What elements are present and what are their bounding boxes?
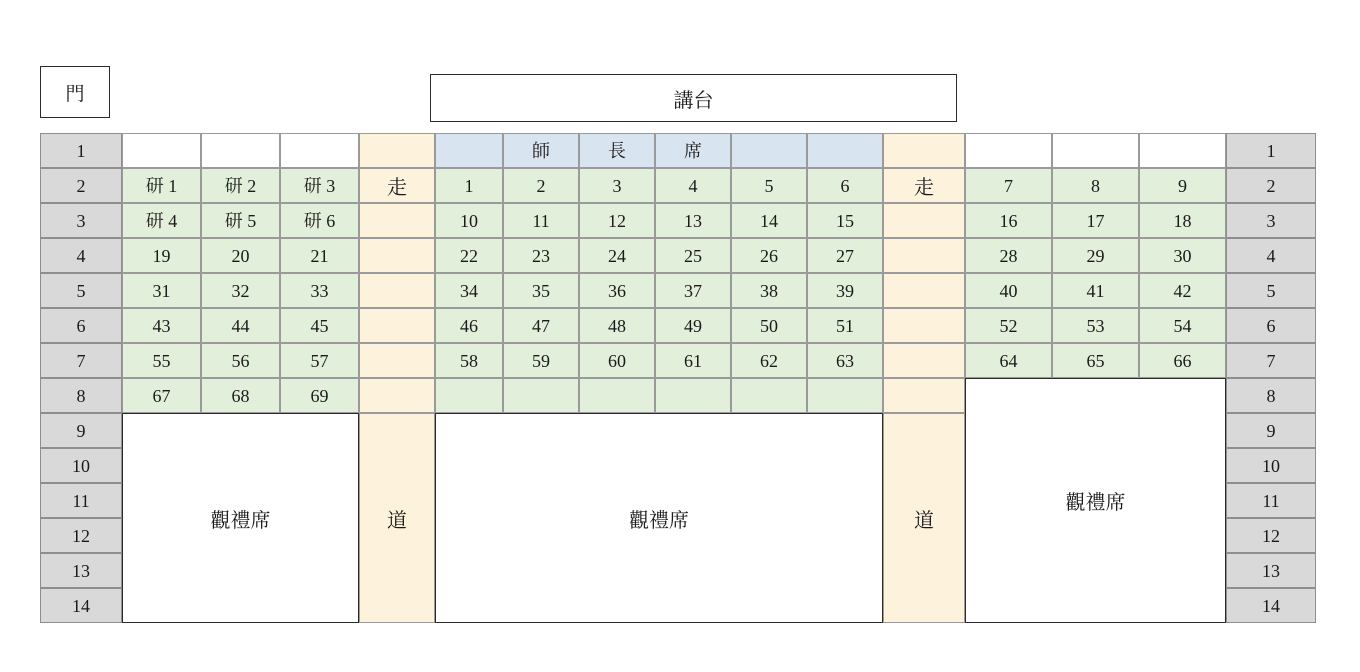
center-seat-cell: 36 — [579, 273, 655, 308]
center-seat-cell: 5 — [731, 168, 807, 203]
row-number-left: 3 — [40, 203, 122, 238]
left-seat-cell: 68 — [201, 378, 280, 413]
center-seat-cell: 4 — [655, 168, 731, 203]
center-seat-cell: 席 — [655, 133, 731, 168]
center-seat-cell: 46 — [435, 308, 503, 343]
left-seat-cell: 32 — [201, 273, 280, 308]
center-seat-cell — [503, 378, 579, 413]
door-label-box — [40, 66, 110, 118]
row-number-left: 13 — [40, 553, 122, 588]
left-seat-cell: 33 — [280, 273, 359, 308]
center-seat-cell — [807, 133, 883, 168]
aisle-right-char: 道 — [914, 509, 934, 532]
row-number-left: 1 — [40, 133, 122, 168]
guest-area-right-label: 觀禮席 — [1065, 492, 1126, 514]
right-seat-cell: 29 — [1052, 238, 1139, 273]
aisle-right-cell — [883, 133, 965, 168]
right-seat-cell: 18 — [1139, 203, 1226, 238]
row-number-right: 3 — [1226, 203, 1316, 238]
row-number-right: 8 — [1226, 378, 1316, 413]
right-seat-cell: 16 — [965, 203, 1052, 238]
aisle-right-lower — [883, 413, 965, 623]
center-seat-cell: 14 — [731, 203, 807, 238]
right-seat-cell: 41 — [1052, 273, 1139, 308]
row-number-left: 5 — [40, 273, 122, 308]
aisle-left-cell — [359, 273, 435, 308]
center-seat-cell: 51 — [807, 308, 883, 343]
guest-area-right — [965, 378, 1226, 623]
row-number-left: 12 — [40, 518, 122, 553]
left-seat-cell: 69 — [280, 378, 359, 413]
guest-area-left — [122, 413, 359, 623]
aisle-left-lower — [359, 413, 435, 623]
left-seat-cell: 研 3 — [280, 168, 359, 203]
aisle-left-char: 道 — [387, 509, 407, 532]
right-seat-cell: 7 — [965, 168, 1052, 203]
row-number-right: 12 — [1226, 518, 1316, 553]
center-seat-cell: 38 — [731, 273, 807, 308]
row-number-left: 4 — [40, 238, 122, 273]
row-number-left: 6 — [40, 308, 122, 343]
row-number-left: 8 — [40, 378, 122, 413]
center-seat-cell: 1 — [435, 168, 503, 203]
center-seat-cell: 59 — [503, 343, 579, 378]
right-seat-cell: 28 — [965, 238, 1052, 273]
aisle-right-cell — [883, 203, 965, 238]
center-seat-cell: 2 — [503, 168, 579, 203]
left-seat-cell: 44 — [201, 308, 280, 343]
center-seat-cell: 23 — [503, 238, 579, 273]
center-seat-cell: 3 — [579, 168, 655, 203]
center-seat-cell: 27 — [807, 238, 883, 273]
left-seat-cell: 研 6 — [280, 203, 359, 238]
right-seat-cell: 30 — [1139, 238, 1226, 273]
podium-label: 講台 — [673, 89, 714, 112]
door-label: 門 — [65, 83, 85, 105]
center-seat-cell — [731, 378, 807, 413]
center-seat-cell: 13 — [655, 203, 731, 238]
left-seat-cell — [122, 133, 201, 168]
center-seat-cell: 10 — [435, 203, 503, 238]
aisle-left-cell — [359, 238, 435, 273]
right-seat-cell: 66 — [1139, 343, 1226, 378]
right-seat-cell: 53 — [1052, 308, 1139, 343]
right-seat-cell: 42 — [1139, 273, 1226, 308]
aisle-left-cell — [359, 133, 435, 168]
aisle-left-label-zou — [359, 168, 435, 203]
center-seat-cell: 50 — [731, 308, 807, 343]
aisle-left-char: 走 — [387, 177, 407, 199]
row-number-right: 7 — [1226, 343, 1316, 378]
center-seat-cell: 58 — [435, 343, 503, 378]
center-seat-cell: 61 — [655, 343, 731, 378]
left-seat-cell: 31 — [122, 273, 201, 308]
center-seat-cell — [807, 378, 883, 413]
right-seat-cell: 54 — [1139, 308, 1226, 343]
aisle-right-cell — [883, 238, 965, 273]
right-seat-cell: 65 — [1052, 343, 1139, 378]
center-seat-cell: 12 — [579, 203, 655, 238]
row-number-right: 9 — [1226, 413, 1316, 448]
row-number-left: 2 — [40, 168, 122, 203]
center-seat-cell: 6 — [807, 168, 883, 203]
center-seat-cell: 62 — [731, 343, 807, 378]
row-number-right: 5 — [1226, 273, 1316, 308]
center-seat-cell: 25 — [655, 238, 731, 273]
center-seat-cell: 63 — [807, 343, 883, 378]
row-number-left: 11 — [40, 483, 122, 518]
right-seat-cell: 64 — [965, 343, 1052, 378]
row-number-right: 14 — [1226, 588, 1316, 623]
right-seat-cell — [1139, 133, 1226, 168]
left-seat-cell: 20 — [201, 238, 280, 273]
center-seat-cell: 48 — [579, 308, 655, 343]
aisle-left-cell — [359, 343, 435, 378]
left-seat-cell: 21 — [280, 238, 359, 273]
left-seat-cell: 研 2 — [201, 168, 280, 203]
center-seat-cell: 60 — [579, 343, 655, 378]
aisle-right-cell — [883, 308, 965, 343]
right-seat-cell: 9 — [1139, 168, 1226, 203]
center-seat-cell: 24 — [579, 238, 655, 273]
center-seat-cell: 22 — [435, 238, 503, 273]
center-seat-cell: 師 — [503, 133, 579, 168]
row-number-right: 6 — [1226, 308, 1316, 343]
aisle-left-cell — [359, 203, 435, 238]
left-seat-cell: 67 — [122, 378, 201, 413]
seating-grid — [40, 133, 1336, 625]
row-number-left: 14 — [40, 588, 122, 623]
center-seat-cell: 11 — [503, 203, 579, 238]
center-seat-cell: 15 — [807, 203, 883, 238]
right-seat-cell — [965, 133, 1052, 168]
right-seat-cell — [1052, 133, 1139, 168]
center-seat-cell — [579, 378, 655, 413]
row-number-left: 10 — [40, 448, 122, 483]
guest-area-center — [435, 413, 883, 623]
left-seat-cell: 研 5 — [201, 203, 280, 238]
row-number-right: 11 — [1226, 483, 1316, 518]
aisle-left-cell — [359, 378, 435, 413]
center-seat-cell — [435, 133, 503, 168]
center-seat-cell: 37 — [655, 273, 731, 308]
left-seat-cell: 43 — [122, 308, 201, 343]
row-number-left: 9 — [40, 413, 122, 448]
aisle-right-char: 走 — [914, 177, 934, 199]
right-seat-cell: 40 — [965, 273, 1052, 308]
center-seat-cell: 34 — [435, 273, 503, 308]
left-seat-cell — [201, 133, 280, 168]
left-seat-cell: 57 — [280, 343, 359, 378]
left-seat-cell: 55 — [122, 343, 201, 378]
guest-area-left-label: 觀禮席 — [210, 509, 271, 532]
left-seat-cell: 45 — [280, 308, 359, 343]
aisle-left-cell — [359, 308, 435, 343]
center-seat-cell: 39 — [807, 273, 883, 308]
center-seat-cell — [655, 378, 731, 413]
row-number-right: 10 — [1226, 448, 1316, 483]
podium-box — [430, 74, 957, 122]
left-seat-cell: 56 — [201, 343, 280, 378]
row-number-right: 1 — [1226, 133, 1316, 168]
guest-area-center-label: 觀禮席 — [629, 509, 689, 532]
center-seat-cell: 35 — [503, 273, 579, 308]
right-seat-cell: 52 — [965, 308, 1052, 343]
row-number-right: 4 — [1226, 238, 1316, 273]
right-seat-cell: 8 — [1052, 168, 1139, 203]
center-seat-cell — [435, 378, 503, 413]
center-seat-cell — [731, 133, 807, 168]
row-number-right: 2 — [1226, 168, 1316, 203]
aisle-right-label-zou — [883, 168, 965, 203]
aisle-right-cell — [883, 343, 965, 378]
aisle-right-cell — [883, 273, 965, 308]
row-number-left: 7 — [40, 343, 122, 378]
center-seat-cell: 長 — [579, 133, 655, 168]
center-seat-cell: 26 — [731, 238, 807, 273]
center-seat-cell: 47 — [503, 308, 579, 343]
aisle-right-cell — [883, 378, 965, 413]
right-seat-cell: 17 — [1052, 203, 1139, 238]
left-seat-cell: 19 — [122, 238, 201, 273]
left-seat-cell — [280, 133, 359, 168]
left-seat-cell: 研 4 — [122, 203, 201, 238]
row-number-right: 13 — [1226, 553, 1316, 588]
center-seat-cell: 49 — [655, 308, 731, 343]
left-seat-cell: 研 1 — [122, 168, 201, 203]
